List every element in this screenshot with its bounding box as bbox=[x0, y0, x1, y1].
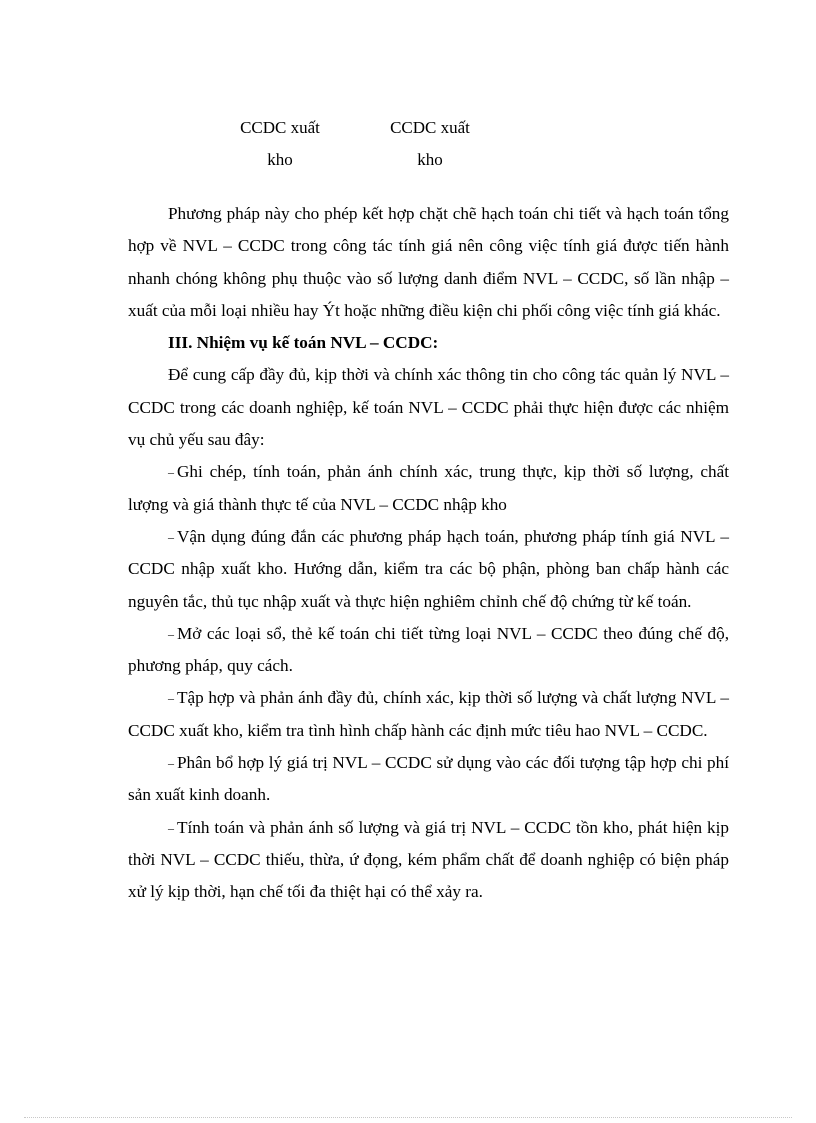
list-item-text: Mở các loại sổ, thẻ kế toán chi tiết từng loại NVL – CCDC theo đúng chế độ, phương pháp, quy cách. bbox=[128, 623, 729, 676]
list-item-text: Vận dụng đúng đắn các phương pháp hạch toán, phương pháp tính giá NVL – CCDC nhập xuất kho. Hướng dẫn, kiểm tra các bộ phận, phòng ban chấp hành các nguyên tắc, thủ tục nhập xuất và thực hiện nghiêm chỉnh chế độ chứng từ kế toán. bbox=[128, 526, 729, 611]
dash-icon: – bbox=[168, 465, 174, 480]
list-item-text: Tập hợp và phản ánh đầy đủ, chính xác, kịp thời số lượng và chất lượng NVL – CCDC xuất kho, kiểm tra tình hình chấp hành các định mức tiêu hao NVL – CCDC. bbox=[128, 688, 729, 740]
dash-icon: – bbox=[168, 756, 174, 771]
label-line1: CCDC xuất bbox=[390, 118, 470, 137]
label-line2: kho bbox=[267, 150, 293, 169]
list-item-text: Phân bổ hợp lý giá trị NVL – CCDC sử dụng vào các đối tượng tập hợp chi phí sản xuất kinh doanh. bbox=[128, 753, 729, 805]
label-line2: kho bbox=[417, 150, 443, 169]
dash-icon: – bbox=[168, 529, 174, 544]
list-item bbox=[128, 456, 729, 521]
lead-paragraph: Để cung cấp đầy đủ, kịp thời và chính xác thông tin cho công tác quản lý NVL – CCDC trong các doanh nghiệp, kế toán NVL – CCDC phải thực hiện được các nhiệm vụ chủ yếu sau đây: bbox=[128, 365, 729, 450]
list-item bbox=[128, 521, 729, 618]
list-item bbox=[128, 747, 729, 812]
dash-icon: – bbox=[168, 820, 174, 835]
list-item-text: Tính toán và phản ánh số lượng và giá trị NVL – CCDC tồn kho, phát hiện kịp thời NVL – CCDC thiếu, thừa, ứ đọng, kém phẩm chất để doanh nghiệp có biện pháp xử lý kịp thời, hạn chế tối đa thiệt hại có thể xảy ra. bbox=[128, 817, 729, 902]
dash-icon: – bbox=[168, 691, 174, 706]
list-item bbox=[128, 682, 729, 747]
label-line1: CCDC xuất bbox=[240, 118, 320, 137]
diagram-labels bbox=[0, 112, 816, 172]
label-ccdc-xuat-kho-2 bbox=[360, 112, 500, 176]
body-text bbox=[128, 198, 729, 909]
list-item bbox=[128, 812, 729, 909]
list-item-text: Ghi chép, tính toán, phản ánh chính xác, trung thực, kịp thời số lượng, chất lượng và giá thành thực tế của NVL – CCDC nhập kho bbox=[128, 462, 729, 514]
section-heading: III. Nhiệm vụ kế toán NVL – CCDC: bbox=[168, 333, 439, 353]
label-ccdc-xuat-kho-1 bbox=[210, 112, 350, 176]
page-bottom-divider bbox=[24, 1117, 792, 1118]
dash-icon: – bbox=[168, 626, 174, 641]
intro-paragraph: Phương pháp này cho phép kết hợp chặt chẽ hạch toán chi tiết và hạch toán tổng hợp về NVL – CCDC trong công tác tính giá nên công việc tính giá được tiến hành nhanh chóng không phụ thuộc vào số lượng danh điểm NVL – CCDC, số lần nhập – xuất của mỗi loại nhiều hay Ýt hoặc những điều kiện chi phối công việc tính giá khác. bbox=[128, 204, 729, 320]
list-item bbox=[128, 618, 729, 683]
